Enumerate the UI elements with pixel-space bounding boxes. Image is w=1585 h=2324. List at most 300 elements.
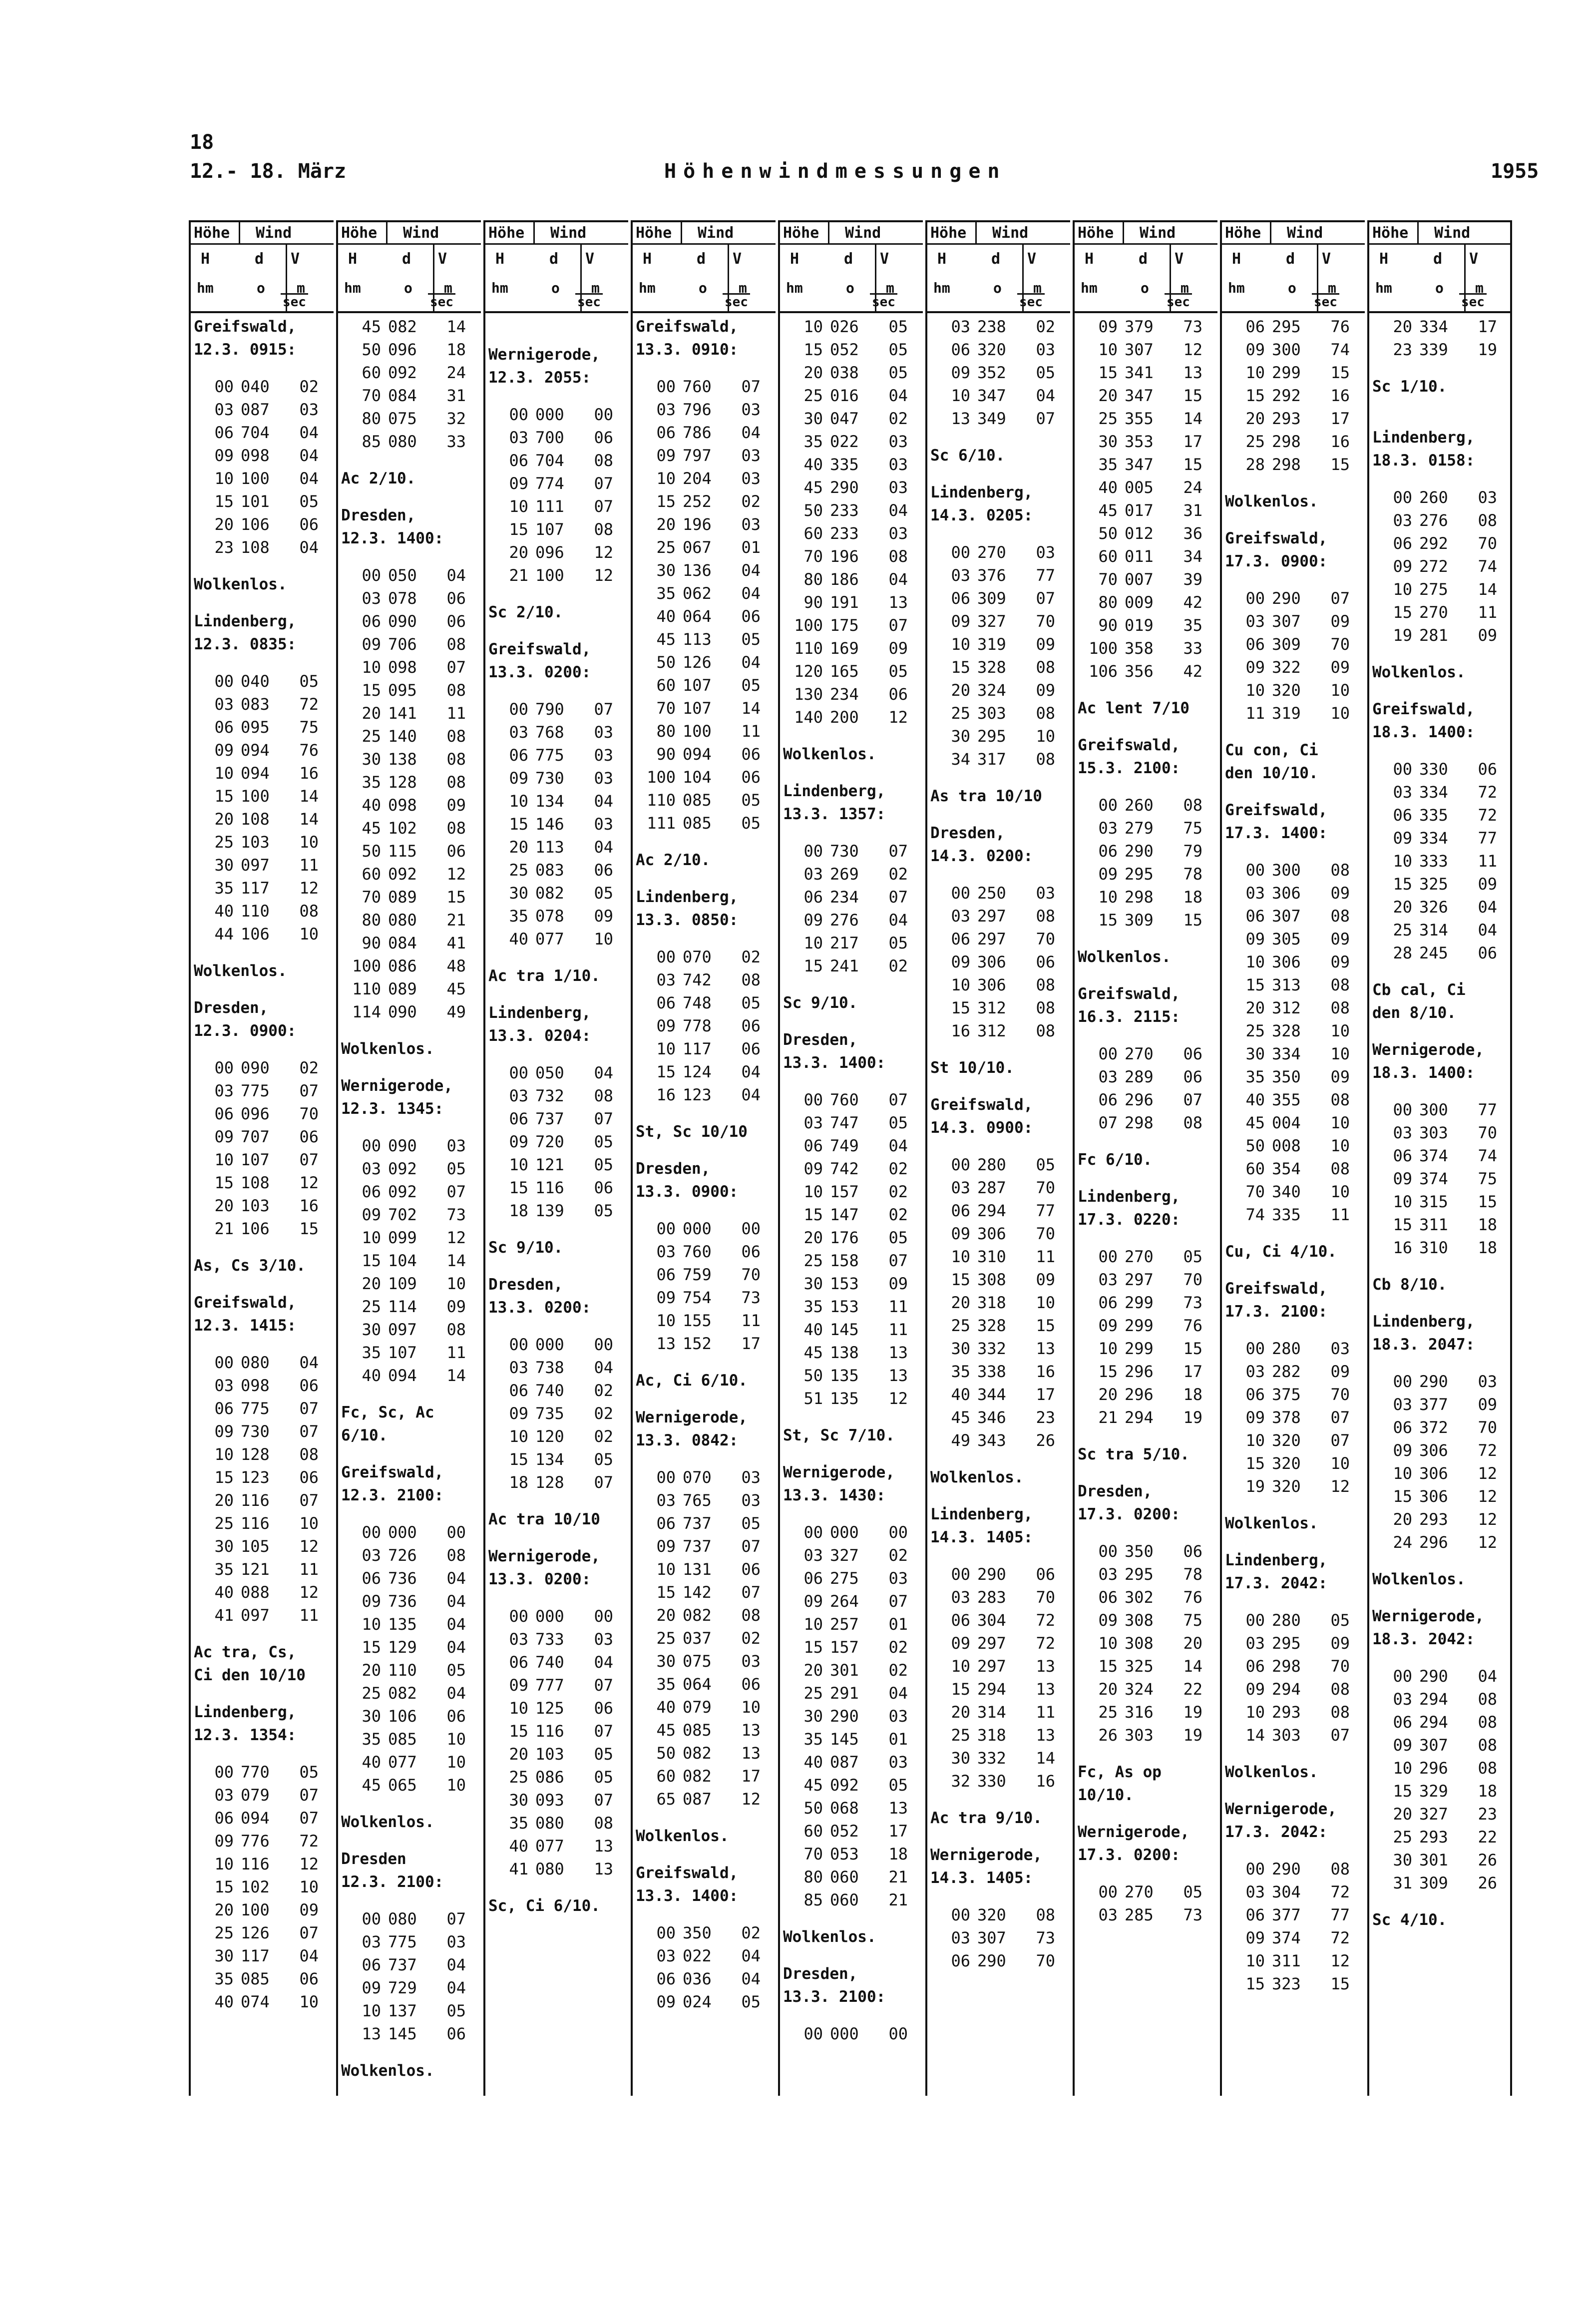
direction-cell: 131 (683, 1560, 712, 1579)
table-row (633, 421, 778, 444)
height-cell: 85 (803, 1890, 823, 1909)
speed-cell: 24 (446, 363, 466, 382)
table-row (633, 1650, 778, 1673)
spacer (780, 977, 925, 991)
table-row (780, 1705, 925, 1728)
speed-cell: 14 (1036, 1749, 1055, 1768)
table-row (1222, 1088, 1367, 1111)
spacer (1222, 785, 1367, 799)
height-cell: 03 (1393, 511, 1412, 530)
station-label: 12.3. 1354: (194, 1726, 297, 1744)
table-row (485, 1651, 630, 1674)
wind-label: Wind (403, 224, 439, 242)
direction-cell: 299 (1125, 1316, 1154, 1335)
direction-cell: 307 (1125, 340, 1154, 359)
direction-cell: 325 (1419, 875, 1448, 894)
height-cell: 45 (656, 630, 676, 649)
height-cell: 15 (362, 1638, 381, 1657)
table-row (633, 1217, 778, 1240)
station-label: Wolkenlos. (930, 1468, 1024, 1486)
table-row (633, 1060, 778, 1083)
direction-cell: 276 (1419, 511, 1448, 530)
speed-cell: 11 (1330, 1205, 1350, 1224)
direction-cell: 307 (1419, 1736, 1448, 1755)
spacer (1369, 744, 1514, 758)
table-row (1222, 1632, 1367, 1655)
speed-cell: 70 (1330, 1657, 1350, 1676)
table-row (780, 522, 925, 545)
speed-cell: 03 (1036, 543, 1055, 562)
table-column (483, 220, 628, 2096)
direction-cell: 126 (241, 1923, 270, 1942)
degree-label: o (846, 280, 854, 296)
station-label: Fc, Sc, Ac (341, 1403, 434, 1421)
speed-cell: 08 (594, 520, 613, 539)
speed-cell: 39 (1183, 570, 1202, 589)
height-cell: 25 (214, 1514, 234, 1533)
table-row (633, 375, 778, 398)
table-row (633, 1581, 778, 1604)
station-label: Lindenberg, (930, 483, 1033, 501)
height-cell: 15 (1393, 1487, 1412, 1506)
spacer (191, 1277, 336, 1291)
spacer (1369, 1259, 1514, 1273)
degree-label: o (993, 280, 1002, 296)
direction-cell: 155 (683, 1311, 712, 1330)
table-row (780, 683, 925, 706)
table-row (485, 541, 630, 564)
height-cell: 09 (214, 1832, 234, 1851)
spacer (191, 559, 336, 573)
table-row (633, 1604, 778, 1627)
height-cell: 09 (362, 1592, 381, 1611)
direction-cell: 298 (1272, 1657, 1301, 1676)
table-row (633, 1765, 778, 1788)
station-label: 17.3. 0900: (1225, 552, 1328, 570)
speed-cell: 08 (1036, 1905, 1055, 1924)
speed-cell: 04 (741, 653, 761, 672)
height-cell: 34 (951, 750, 970, 769)
station-label: Sc 1/10. (1372, 378, 1447, 396)
height-cell: 00 (362, 1523, 381, 1542)
direction-cell: 730 (830, 842, 859, 861)
table-row (633, 513, 778, 536)
speed-cell: 72 (1330, 1882, 1350, 1901)
speed-cell: 09 (1330, 1067, 1350, 1086)
speed-cell: 00 (888, 2024, 908, 2043)
table-row (1222, 950, 1367, 973)
direction-cell: 707 (241, 1127, 270, 1146)
height-cell: 15 (656, 1062, 676, 1081)
height-cell: 45 (803, 1776, 823, 1795)
speed-cell: 11 (299, 856, 319, 875)
h-label: H (1232, 250, 1241, 268)
speed-cell: 04 (299, 1353, 319, 1372)
spacer (338, 1023, 483, 1037)
speed-cell: 21 (888, 1890, 908, 1909)
direction-cell: 153 (830, 1274, 859, 1293)
table-row (1222, 587, 1367, 610)
speed-cell: 17 (741, 1767, 761, 1786)
height-cell: 03 (951, 907, 970, 926)
table-row (1075, 1406, 1219, 1429)
spacer (1369, 1554, 1514, 1568)
table-row (927, 1429, 1072, 1452)
table-row (1369, 578, 1514, 601)
table-column (778, 220, 923, 2096)
direction-cell: 742 (683, 970, 712, 989)
spacer (338, 1797, 483, 1811)
direction-cell: 092 (830, 1776, 859, 1795)
station-label: Ac tra 10/10 (488, 1510, 600, 1528)
speed-cell: 77 (1478, 829, 1497, 848)
table-row (780, 430, 925, 453)
station-label: Greifswald, (194, 1294, 297, 1312)
table-row (633, 1788, 778, 1811)
spacer (1075, 1028, 1219, 1042)
speed-cell: 05 (888, 340, 908, 359)
height-cell: 06 (1098, 1293, 1118, 1312)
direction-cell: 090 (241, 1058, 270, 1077)
station-label: Wolkenlos. (1225, 1763, 1318, 1781)
table-row (191, 1125, 336, 1148)
table-row (780, 1226, 925, 1249)
speed-cell: 73 (1183, 317, 1202, 336)
height-cell: 10 (214, 1150, 234, 1169)
speed-cell: 10 (1330, 704, 1350, 723)
direction-cell: 083 (241, 695, 270, 714)
speed-cell: 04 (594, 792, 613, 811)
table-row (927, 338, 1072, 361)
speed-cell: 14 (446, 1366, 466, 1385)
direction-cell: 301 (1419, 1851, 1448, 1869)
height-cell: 06 (509, 1381, 528, 1400)
table-row (780, 1295, 925, 1318)
table-row (1369, 781, 1514, 804)
height-cell: 35 (803, 1730, 823, 1749)
speed-cell: 77 (1330, 1905, 1350, 1924)
speed-cell: 12 (1330, 1951, 1350, 1970)
direction-cell: 270 (1125, 1882, 1154, 1901)
height-cell: 10 (1245, 1951, 1265, 1970)
spacer (191, 1687, 336, 1701)
table-row (927, 1199, 1072, 1222)
table-row (1075, 568, 1219, 591)
height-cell: 45 (1245, 1113, 1265, 1132)
direction-cell: 329 (1419, 1782, 1448, 1801)
direction-cell: 733 (535, 1630, 564, 1649)
height-cell: 03 (214, 1081, 234, 1100)
speed-cell: 03 (446, 1932, 466, 1951)
table-row (191, 716, 336, 739)
height-cell: 30 (656, 1652, 676, 1671)
station-label: Dresden, (636, 1160, 711, 1178)
height-cell: 09 (1393, 1441, 1412, 1460)
speed-cell: 06 (1478, 760, 1497, 779)
direction-cell: 100 (241, 469, 270, 488)
direction-cell: 275 (830, 1569, 859, 1588)
table-row (1222, 1475, 1367, 1498)
table-row (191, 1056, 336, 1079)
direction-cell: 335 (1419, 806, 1448, 825)
table-row (1075, 1291, 1219, 1314)
height-cell: 00 (214, 377, 234, 396)
table-row (338, 1636, 483, 1659)
height-cell: 06 (656, 1969, 676, 1988)
column-header (191, 220, 334, 313)
height-cell: 06 (1393, 1713, 1412, 1732)
spacer (485, 1880, 630, 1894)
direction-cell: 293 (1272, 409, 1301, 428)
height-cell: 03 (1393, 1395, 1412, 1414)
speed-cell: 02 (888, 1159, 908, 1178)
table-row (927, 656, 1072, 679)
direction-cell: 290 (830, 478, 859, 497)
direction-cell: 774 (535, 474, 564, 493)
direction-cell: 335 (830, 455, 859, 474)
height-cell: 30 (214, 856, 234, 875)
direction-cell: 796 (683, 400, 712, 419)
table-row (780, 499, 925, 522)
speed-cell: 03 (741, 446, 761, 465)
table-row (780, 1341, 925, 1364)
direction-cell: 191 (830, 593, 859, 612)
direction-cell: 290 (1272, 589, 1301, 608)
speed-cell: 07 (1330, 1726, 1350, 1745)
speed-cell: 03 (741, 1652, 761, 1671)
height-cell: 00 (1245, 861, 1265, 880)
height-cell: 65 (656, 1790, 676, 1809)
direction-cell: 292 (1272, 386, 1301, 405)
table-row (1369, 1531, 1514, 1554)
speed-cell: 05 (1036, 363, 1055, 382)
hm-label: hm (491, 280, 508, 296)
table-row (633, 582, 778, 605)
table-row (1075, 522, 1219, 545)
direction-cell: 356 (1125, 662, 1154, 681)
table-column (189, 220, 334, 2096)
speed-cell: 06 (741, 1675, 761, 1694)
direction-cell: 305 (1272, 930, 1301, 948)
table-row (485, 882, 630, 905)
height-cell: 06 (951, 1201, 970, 1220)
table-row (191, 1761, 336, 1784)
height-cell: 00 (214, 1058, 234, 1077)
spacer (1222, 476, 1367, 490)
table-row (780, 1180, 925, 1203)
speed-cell: 06 (741, 745, 761, 764)
table-row (780, 1088, 925, 1111)
speed-cell: 04 (741, 1969, 761, 1988)
height-cell: 45 (951, 1408, 970, 1427)
direction-cell: 250 (977, 884, 1006, 903)
column-header (485, 220, 628, 313)
direction-cell: 234 (830, 685, 859, 704)
height-cell: 03 (362, 589, 381, 608)
speed-cell: 03 (888, 1753, 908, 1772)
direction-cell: 260 (1419, 488, 1448, 507)
speed-cell: 15 (1478, 1192, 1497, 1211)
height-cell: 45 (362, 1776, 381, 1795)
table-row (1075, 1360, 1219, 1383)
speed-cell: 74 (1478, 1146, 1497, 1165)
table-row (1222, 315, 1367, 338)
table-row (1075, 1314, 1219, 1337)
table-row (633, 651, 778, 674)
height-cell: 00 (1393, 760, 1412, 779)
height-cell: 20 (1393, 1510, 1412, 1529)
table-row (1075, 1563, 1219, 1586)
spacer (927, 1889, 1072, 1903)
station-label: 10/10. (1078, 1786, 1134, 1804)
direction-cell: 354 (1272, 1159, 1301, 1178)
direction-cell: 082 (388, 1684, 417, 1703)
table-row (780, 1364, 925, 1387)
table-row (1369, 338, 1514, 361)
table-row (485, 744, 630, 767)
speed-cell: 08 (594, 1814, 613, 1833)
table-row (1075, 886, 1219, 909)
column-header (780, 220, 923, 313)
direction-cell: 105 (241, 1537, 270, 1556)
speed-cell: 19 (1183, 1726, 1202, 1745)
direction-cell: 106 (388, 1707, 417, 1726)
table-row (927, 1314, 1072, 1337)
spacer (1222, 573, 1367, 587)
station-label: Sc 6/10. (930, 447, 1005, 465)
table-row (1222, 1880, 1367, 1903)
direction-cell: 290 (977, 1951, 1006, 1970)
height-cell: 40 (1098, 478, 1118, 497)
height-cell: 10 (656, 1311, 676, 1330)
speed-cell: 07 (888, 842, 908, 861)
direction-cell: 137 (388, 2001, 417, 2020)
height-cell: 15 (1098, 1657, 1118, 1676)
height-cell: 09 (214, 446, 234, 465)
spacer (780, 1447, 925, 1461)
table-row (780, 706, 925, 729)
height-cell: 60 (1245, 1159, 1265, 1178)
direction-cell: 040 (241, 377, 270, 396)
direction-cell: 037 (683, 1629, 712, 1648)
station-label: 17.3. 0220: (1078, 1211, 1181, 1229)
direction-cell: 036 (683, 1969, 712, 1988)
spacer (927, 1489, 1072, 1503)
height-cell: 25 (1098, 409, 1118, 428)
station-label: Lindenberg, (930, 1505, 1033, 1523)
speed-cell: 13 (1036, 1339, 1055, 1358)
speed-cell: 08 (446, 681, 466, 700)
table-row (633, 1696, 778, 1719)
speed-cell: 08 (1183, 1113, 1202, 1132)
spacer (338, 2045, 483, 2059)
spacer (1369, 1894, 1514, 1908)
height-cell: 03 (1098, 819, 1118, 838)
height-cell: 03 (362, 1159, 381, 1178)
speed-cell: 01 (888, 1730, 908, 1749)
height-cell: 06 (1245, 1385, 1265, 1404)
speed-cell: 12 (888, 708, 908, 727)
height-cell: 35 (656, 1675, 676, 1694)
height-cell: 09 (1245, 930, 1265, 948)
height-cell: 35 (214, 879, 234, 898)
spacer (485, 684, 630, 698)
table-row (1222, 384, 1367, 407)
direction-cell: 350 (1125, 1542, 1154, 1561)
page-number: 18 (190, 131, 214, 154)
station-label: 6/10. (341, 1426, 388, 1444)
table-row (485, 1789, 630, 1812)
speed-cell: 13 (1036, 1726, 1055, 1745)
direction-cell: 129 (388, 1638, 417, 1657)
speed-cell: 02 (888, 1546, 908, 1565)
table-row (191, 854, 336, 877)
speed-cell: 04 (741, 584, 761, 603)
speed-cell: 04 (446, 1569, 466, 1588)
speed-cell: 00 (741, 1219, 761, 1238)
table-row (927, 1268, 1072, 1291)
table-row (338, 1999, 483, 2022)
spacer (927, 1042, 1072, 1056)
direction-cell: 082 (683, 1606, 712, 1625)
speed-cell: 07 (299, 1150, 319, 1169)
height-cell: 06 (1098, 842, 1118, 861)
station-label: Lindenberg, (1078, 1188, 1181, 1206)
table-row (485, 1471, 630, 1494)
station-label: Lindenberg, (783, 782, 886, 800)
height-cell: 00 (656, 377, 676, 396)
height-cell: 25 (656, 1629, 676, 1648)
speed-cell: 12 (1478, 1510, 1497, 1529)
table-row (485, 1425, 630, 1448)
table-row (1222, 1383, 1367, 1406)
station-label: Wolkenlos. (636, 1827, 729, 1845)
direction-cell: 000 (535, 1607, 564, 1626)
h-label: H (201, 250, 210, 268)
station-label: 14.3. 0205: (930, 506, 1033, 524)
direction-cell: 097 (388, 1320, 417, 1339)
column-body (1075, 315, 1219, 1926)
height-cell: 30 (1393, 1851, 1412, 1869)
height-cell: 30 (951, 727, 970, 746)
direction-cell: 372 (1419, 1418, 1448, 1437)
d-label: d (991, 250, 1001, 268)
spacer (485, 315, 630, 329)
height-cell: 15 (803, 1205, 823, 1224)
direction-cell: 077 (535, 1837, 564, 1856)
speed-cell: 07 (594, 1791, 613, 1810)
speed-cell: 07 (299, 1786, 319, 1805)
speed-cell: 12 (888, 1389, 908, 1408)
speed-cell: 05 (1183, 1882, 1202, 1901)
spacer (1369, 964, 1514, 978)
station-label: Fc, As op (1078, 1763, 1162, 1781)
table-row (633, 444, 778, 467)
direction-cell: 300 (1419, 1100, 1448, 1119)
table-row (780, 1797, 925, 1820)
table-row (927, 1360, 1072, 1383)
height-cell: 09 (214, 741, 234, 760)
speed-cell: 05 (1330, 1611, 1350, 1630)
table-row (1369, 509, 1514, 532)
speed-cell: 76 (1183, 1588, 1202, 1607)
table-row (485, 426, 630, 449)
height-cell: 40 (656, 607, 676, 626)
station-label: Dresden, (194, 999, 269, 1017)
speed-cell: 04 (299, 1946, 319, 1965)
height-cell: 15 (214, 787, 234, 806)
station-label: Ac 2/10. (341, 469, 416, 487)
